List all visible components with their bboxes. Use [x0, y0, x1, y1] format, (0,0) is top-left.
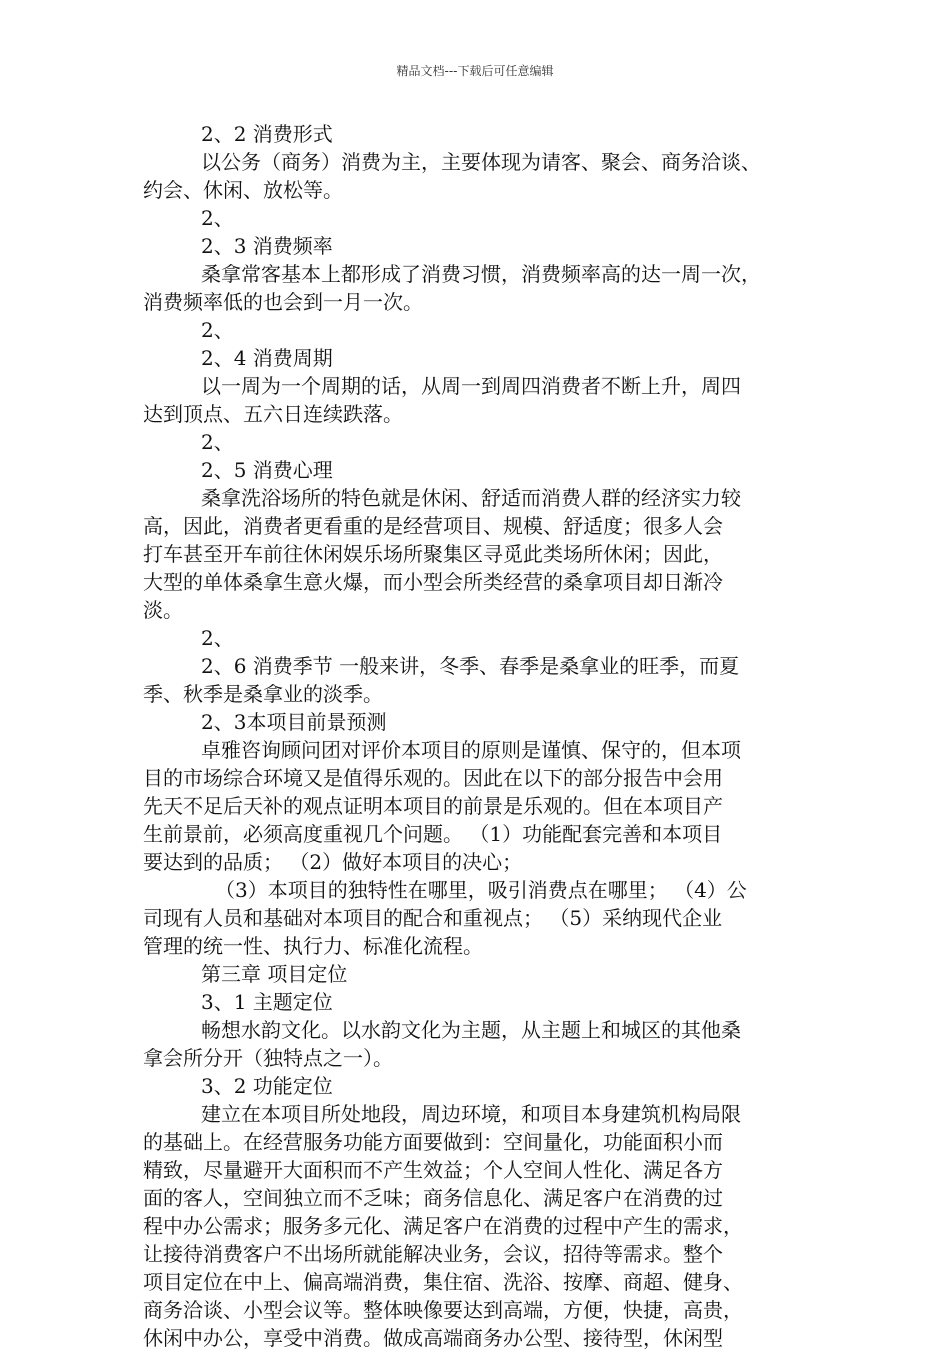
text-line: 畅想水韵文化。以水韵文化为主题，从主题上和城区的其他桑 [201, 1018, 741, 1042]
text-line: 桑拿常客基本上都形成了消费习惯，消费频率高的达一周一次， [201, 262, 761, 286]
text-line: 2、 [201, 318, 234, 342]
text-line: 司现有人员和基础对本项目的配合和重视点； （5）采纳现代企业 [143, 906, 723, 930]
text-line: 约会、休闲、放松等。 [143, 178, 343, 202]
text-line: 卓雅咨询顾问团对评价本项目的原则是谨慎、保守的，但本项 [201, 738, 741, 762]
text-line: 2、2 消费形式 [201, 122, 333, 146]
text-line: 打车甚至开车前往休闲娱乐场所聚集区寻觅此类场所休闲；因此， [143, 542, 723, 566]
text-line: 3、1 主题定位 [201, 990, 333, 1014]
text-line: 2、5 消费心理 [201, 458, 333, 482]
text-line: 2、 [201, 430, 234, 454]
text-line: 达到顶点、五六日连续跌落。 [143, 402, 403, 426]
text-line: 目的市场综合环境又是值得乐观的。因此在以下的部分报告中会用 [143, 766, 723, 790]
text-line: 商务洽谈、小型会议等。整体映像要达到高端，方便，快捷，高贵， [143, 1298, 743, 1322]
text-line: 让接待消费客户不出场所就能解决业务，会议，招待等需求。整个 [143, 1242, 723, 1266]
text-line: 2、6 消费季节 一般来讲，冬季、春季是桑拿业的旺季，而夏 [201, 654, 740, 678]
text-line: 3、2 功能定位 [201, 1074, 333, 1098]
text-line: 生前景前，必须高度重视几个问题。 （1）功能配套完善和本项目 [143, 822, 723, 846]
text-line: 拿会所分开（独特点之一）。 [143, 1046, 393, 1070]
text-line: 淡。 [143, 598, 183, 622]
text-line: （3）本项目的独特性在哪里，吸引消费点在哪里； （4）公 [215, 878, 747, 902]
text-line: 休闲中办公，享受中消费。做成高端商务办公型、接待型，休闲型 [143, 1326, 723, 1350]
text-line: 的基础上。在经营服务功能方面要做到：空间量化，功能面积小而 [143, 1130, 723, 1154]
text-line: 2、3 消费频率 [201, 234, 333, 258]
text-line: 以一周为一个周期的话，从周一到周四消费者不断上升，周四 [201, 374, 741, 398]
text-line: 先天不足后天补的观点证明本项目的前景是乐观的。但在本项目产 [143, 794, 723, 818]
text-line: 消费频率低的也会到一月一次。 [143, 290, 423, 314]
text-line: 程中办公需求；服务多元化、满足客户在消费的过程中产生的需求， [143, 1214, 743, 1238]
text-line: 2、 [201, 206, 234, 230]
text-line: 要达到的品质； （2）做好本项目的决心； [143, 850, 523, 874]
text-line: 面的客人，空间独立而不乏味；商务信息化、满足客户在消费的过 [143, 1186, 723, 1210]
text-line: 大型的单体桑拿生意火爆，而小型会所类经营的桑拿项目却日渐冷 [143, 570, 723, 594]
text-line: 精致，尽量避开大面积而不产生效益；个人空间人性化、满足各方 [143, 1158, 723, 1182]
text-line: 第三章 项目定位 [201, 962, 348, 986]
page-header: 精品文档---下载后可任意编辑 [396, 64, 554, 78]
text-line: 高，因此，消费者更看重的是经营项目、规模、舒适度；很多人会 [143, 514, 723, 538]
text-line: 桑拿洗浴场所的特色就是休闲、舒适而消费人群的经济实力较 [201, 486, 741, 510]
text-line: 季、秋季是桑拿业的淡季。 [143, 682, 383, 706]
text-line: 管理的统一性、执行力、标准化流程。 [143, 934, 483, 958]
text-line: 以公务（商务）消费为主，主要体现为请客、聚会、商务洽谈、 [201, 150, 761, 174]
text-line: 项目定位在中上、偏高端消费，集住宿、洗浴、按摩、商超、健身、 [143, 1270, 743, 1294]
text-line: 2、4 消费周期 [201, 346, 333, 370]
text-line: 2、3本项目前景预测 [201, 710, 387, 734]
text-line: 建立在本项目所处地段，周边环境，和项目本身建筑机构局限 [201, 1102, 741, 1126]
document-body [143, 120, 808, 1352]
text-line: 2、 [201, 626, 234, 650]
